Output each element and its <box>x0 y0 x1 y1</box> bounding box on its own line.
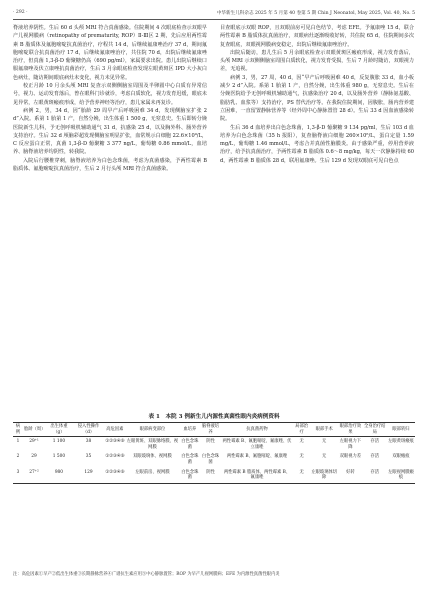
table-cell: 白色念珠菌 <box>181 439 199 450</box>
table-cell: 两性霉素 B 脂质体、两性霉素 B、氟康唑 <box>221 468 293 484</box>
column-header: 出生体重（g） <box>45 423 73 437</box>
table-cell: 白色念珠菌 <box>201 454 220 465</box>
column-header: 眼部病变部位 <box>125 423 179 437</box>
table-cell: 好转 <box>338 468 362 484</box>
column-header: 眼部手术 <box>310 423 338 437</box>
table-cell: 存活 <box>370 454 380 460</box>
table-cell: 双眼瘢痕 <box>392 454 410 460</box>
paragraph: 入院后行腰椎穿刺，脑脊液培养为白色念珠菌，考虑为真菌感染，予两性霉素 B 脂质体、氟胞嘧啶抗真菌治疗，生后 2 月行头颅 MRI 符合真菌感染。 <box>13 157 207 173</box>
table-title: 表 1 本院 3 例新生儿内源性真菌性眼内炎病例资料 <box>148 414 280 420</box>
table-cell: 存活 <box>370 439 380 445</box>
table-cell: 阴性 <box>206 439 215 445</box>
table-row <box>13 468 415 484</box>
table-cell: 阴性 <box>200 468 221 484</box>
table-cell: ①②③④⑤ <box>105 454 125 460</box>
table-cell: 两性霉素 B、氟胞嘧啶、氟康唑 <box>226 454 288 460</box>
table-cell: 29 <box>31 454 37 460</box>
column-header: 眼部转归 <box>387 423 415 437</box>
table-cell: 27⁺² <box>23 468 45 484</box>
table-cell: 左眼视网膜瘢痕 <box>387 468 415 484</box>
table-cell: 左眼前房、视网膜 <box>125 468 179 484</box>
table-cell: 无 <box>299 454 304 460</box>
table-cell: ①②③④⑤ <box>105 439 125 445</box>
table-cell: 2 <box>16 454 20 460</box>
paragraph: 目查眼底示双眼 ROP，且双眼前房可见白色结节，考虑 EFE。予氟康唑 15 d，联合两性霉素 B 脂质体抗真菌治疗，双眼病灶逐渐吸收好转，共住院 65 d，住院期间多次复查眼底，双眼视网膜病变稳定，出院后继续氟康唑治疗。 <box>220 25 414 48</box>
table-cell: 29⁺¹ <box>29 439 39 445</box>
column-header: 病例 <box>13 423 23 437</box>
column-header: 高危因素 <box>104 423 125 437</box>
case-table <box>13 422 415 484</box>
table-cell: 双眼玻璃体、视网膜 <box>133 454 172 460</box>
table-cell: 1 500 <box>52 454 66 460</box>
paragraph: 病例 2，男，34 d，因“胎龄 29 周早产后呼吸困难 34 d，发现侧脑室扩张 2 d”入院。系第 1 胎第 1 产，自然分娩，出生体重 1 500 g，无窒息史。生后即转分娩医院新生儿科，予无创呼吸机辅助通气 31 d，抗感染 25 d，以及胸外科、肠外营养支持治疗。生后 32 d 颅脑彩超发现侧脑室明显扩张，血常规示白细胞 22.6×10⁹/L，C 反应蛋白正常，真菌 1,3-β-D 葡聚糖 3 377 ng/L，葡萄糖 0.86 mmol/L，血培养、脑脊液培养均阴性，转我院。 <box>13 107 207 156</box>
paragraph: 出院后随访，患儿生后 5 月余眼底检查示双眼黄斑区瘢痕形成，视力发育落后，头颅 MRI 示双侧侧脑室周围白质软化，视力发育受损，生后 7 月龄时随访，双眼视力差，无追视。 <box>220 49 414 73</box>
paragraph: 脊液培养阴性。生后 60 d 头颅 MRI 符合真菌感染。住院期间 4 次眼底检查示双眼早产儿视网膜病（retinopathy of prematurity, ROP）Ⅱ-Ⅲ区 2 期，先后应用两性霉素 B 脂质体及氟胞嘧啶抗真菌治疗，疗程共 14 d，后继续氟康唑治疗 37 d，期间氟胞嘧啶联合抗真菌治疗 17 d，后继续氟康唑治疗，共住院 70 d，出院后继续氟康唑治疗，但真菌 1,3-β-D 葡聚糖仍高（690 pg/ml），家属要求出院。患儿出院后继续口服氟康唑及伏立康唑抗真菌治疗，生后 3 月余眼底检查发现左眼黄斑区 IPD 大小灰白色病灶，随访期间眼底病灶未变化，视力未见异常。 <box>13 25 207 81</box>
table-cell: 左眼黄斑瘢痕 <box>388 439 414 445</box>
table-cell: 1 100 <box>52 439 66 445</box>
table-cell: 无 <box>293 468 310 484</box>
table-cell: 980 <box>45 468 73 484</box>
table-cell: 白色念珠菌 <box>179 468 200 484</box>
table-cell: 左眼黄斑、双眼脉络膜、视网膜 <box>126 439 179 450</box>
table-cell: 35 <box>85 454 92 460</box>
table-cell: 存活 <box>363 468 387 484</box>
table-cell: 3 <box>13 468 23 484</box>
paragraph: 病例 3，男，27 周，40 d，因“早产后呼吸困难 40 d，反复腹胀 33 d，血小板减少 2 d”入院。系第 1 胎第 1 产，自然分娩，出生体重 980 g，无窒息史。生后在分娩医院给予无创呼吸机辅助通气，抗感染治疗 20 d，以及肠外营养（静脉氨基酸、脂肪乳、血浆等）支持治疗，PS 替代治疗等。在我院住院期间，因腹胀，肠内营养建立困难，一直留置静脉营养等（经外周中心静脉置管 28 d）。生后 33 d 因血液感染转院。 <box>220 74 414 123</box>
left-column <box>13 24 207 173</box>
table-cell: 左眼玻璃体切除 <box>310 468 338 484</box>
header-rule <box>13 19 415 20</box>
table-row <box>13 452 415 467</box>
table-cell: 无 <box>299 439 304 445</box>
column-header: 局部治疗 <box>293 423 310 437</box>
page-header <box>13 8 415 19</box>
table-cell: 129 <box>73 468 104 484</box>
column-header: 侵入性操作（d） <box>73 423 104 437</box>
table-cell: 左眼视力下降 <box>339 439 362 450</box>
column-header: 抗真菌药物 <box>221 423 293 437</box>
column-header: 血培养 <box>179 423 200 437</box>
table-cell: 1 <box>16 439 20 445</box>
page-number: · 292 · <box>13 10 28 15</box>
paragraph: 校正月龄 10 月余头颅 MRI 复查示双侧侧脑室周围及半卵圆中心白质有异常信号，视力、运动发育落后，曾在眼科门诊就诊，考虑白质软化，视力发育迟缓，眼底未见异常，左眼黄斑瘢痕形成，给予营养神经等治疗，患儿家属未再复诊。 <box>13 83 207 106</box>
column-header: 眼部治疗效果 <box>338 423 362 437</box>
table-cell: 无 <box>322 454 327 460</box>
table-cell: ①②③④⑤ <box>104 468 125 484</box>
column-header: 脑脊液培养 <box>200 423 221 437</box>
table-cell: 两性霉素 B、氟胞嘧啶、氟康唑、伏立康唑 <box>222 439 292 450</box>
paragraph: 生后 36 d 血培养出白色念珠菌，1,3-β-D 葡聚糖 9 134 pg/ml，生后 103 d 血培养为白色念珠菌（35 h 报阳），复查脑脊液白细胞 260×10⁶/L，蛋白定量 1.59 mg/L，葡萄糖 1.46 mmol/L，考虑合并真菌性脑膜炎。由于感染严重，停用营养液治疗，给予抗真菌治疗，予两性霉素 B 脂质体 0.6～8 mg/kg，每天一次静脉持续 60 d，两性霉素 B 脂质体 28 d，联用氟康唑。生后 129 d 发现双眼底可见白色点 <box>220 124 414 164</box>
table-cell: 无 <box>322 439 327 445</box>
table-header-row <box>13 423 415 437</box>
column-header: 胎龄（周） <box>23 423 45 437</box>
table-cell: 双眼视力差 <box>339 454 362 460</box>
column-header: 全身治疗结局 <box>363 423 387 437</box>
right-column <box>220 24 414 165</box>
journal-title: 中华新生儿科杂志 2025 年 5 月第 40 卷第 5 期 Chin J Neonatol, May 2025, Vol. 40, No. 5 <box>216 11 415 16</box>
table-cell: 38 <box>85 439 92 445</box>
table-row <box>13 437 415 453</box>
table-note: 注：高危因素①早产②低出生体重③长期静脉营养④广谱抗生素应用⑤中心静脉置管；ROP 为早产儿视网膜病；EFE 为内源性真菌性眼内炎 <box>13 572 280 577</box>
table-cell: 白色念珠菌 <box>181 454 199 465</box>
